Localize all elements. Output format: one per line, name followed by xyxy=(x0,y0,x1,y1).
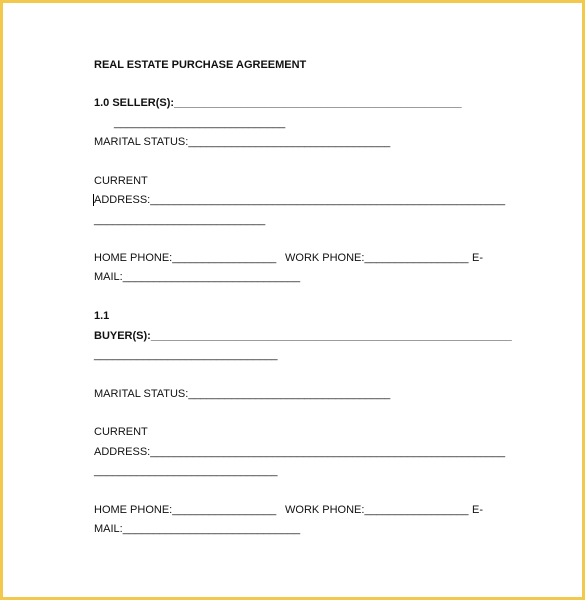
buyer-work-phone-field[interactable]: WORK PHONE:_________________ xyxy=(285,504,469,516)
seller-field[interactable]: 1.0 SELLER(S):_______________________________________________ xyxy=(94,97,462,109)
seller-address-continuation-line[interactable]: ____________________________ xyxy=(94,214,266,226)
document-title: REAL ESTATE PURCHASE AGREEMENT xyxy=(94,59,307,71)
seller-work-phone-field[interactable]: WORK PHONE:_________________ xyxy=(285,252,469,264)
seller-continuation-line[interactable]: ____________________________ xyxy=(114,117,286,129)
buyer-marital-status-field[interactable]: MARITAL STATUS:_________________________________ xyxy=(94,388,391,400)
seller-home-phone-field[interactable]: HOME PHONE:_________________ xyxy=(94,252,277,264)
seller-email-prefix: E- xyxy=(472,252,483,264)
seller-marital-status-field[interactable]: MARITAL STATUS:_________________________________ xyxy=(94,136,391,148)
page-frame xyxy=(3,3,582,597)
buyer-email-field[interactable]: MAIL:_____________________________ xyxy=(94,523,301,535)
buyer-continuation-line[interactable]: ______________________________ xyxy=(94,349,278,361)
buyer-email-prefix: E- xyxy=(472,504,483,516)
buyer-address-label: CURRENT xyxy=(94,426,148,438)
buyer-section-number: 1.1 xyxy=(94,310,110,322)
seller-address-field[interactable]: ADDRESS:__________________________________________________________ xyxy=(94,194,506,206)
seller-address-label: CURRENT xyxy=(94,175,148,187)
buyer-address-continuation-line[interactable]: ______________________________ xyxy=(94,465,278,477)
document-page xyxy=(3,3,582,597)
buyer-field[interactable]: BUYER(S):___________________________________________________________ xyxy=(94,330,512,342)
buyer-address-field[interactable]: ADDRESS:__________________________________________________________ xyxy=(94,446,506,458)
seller-email-field[interactable]: MAIL:_____________________________ xyxy=(94,271,301,283)
buyer-home-phone-field[interactable]: HOME PHONE:_________________ xyxy=(94,504,277,516)
